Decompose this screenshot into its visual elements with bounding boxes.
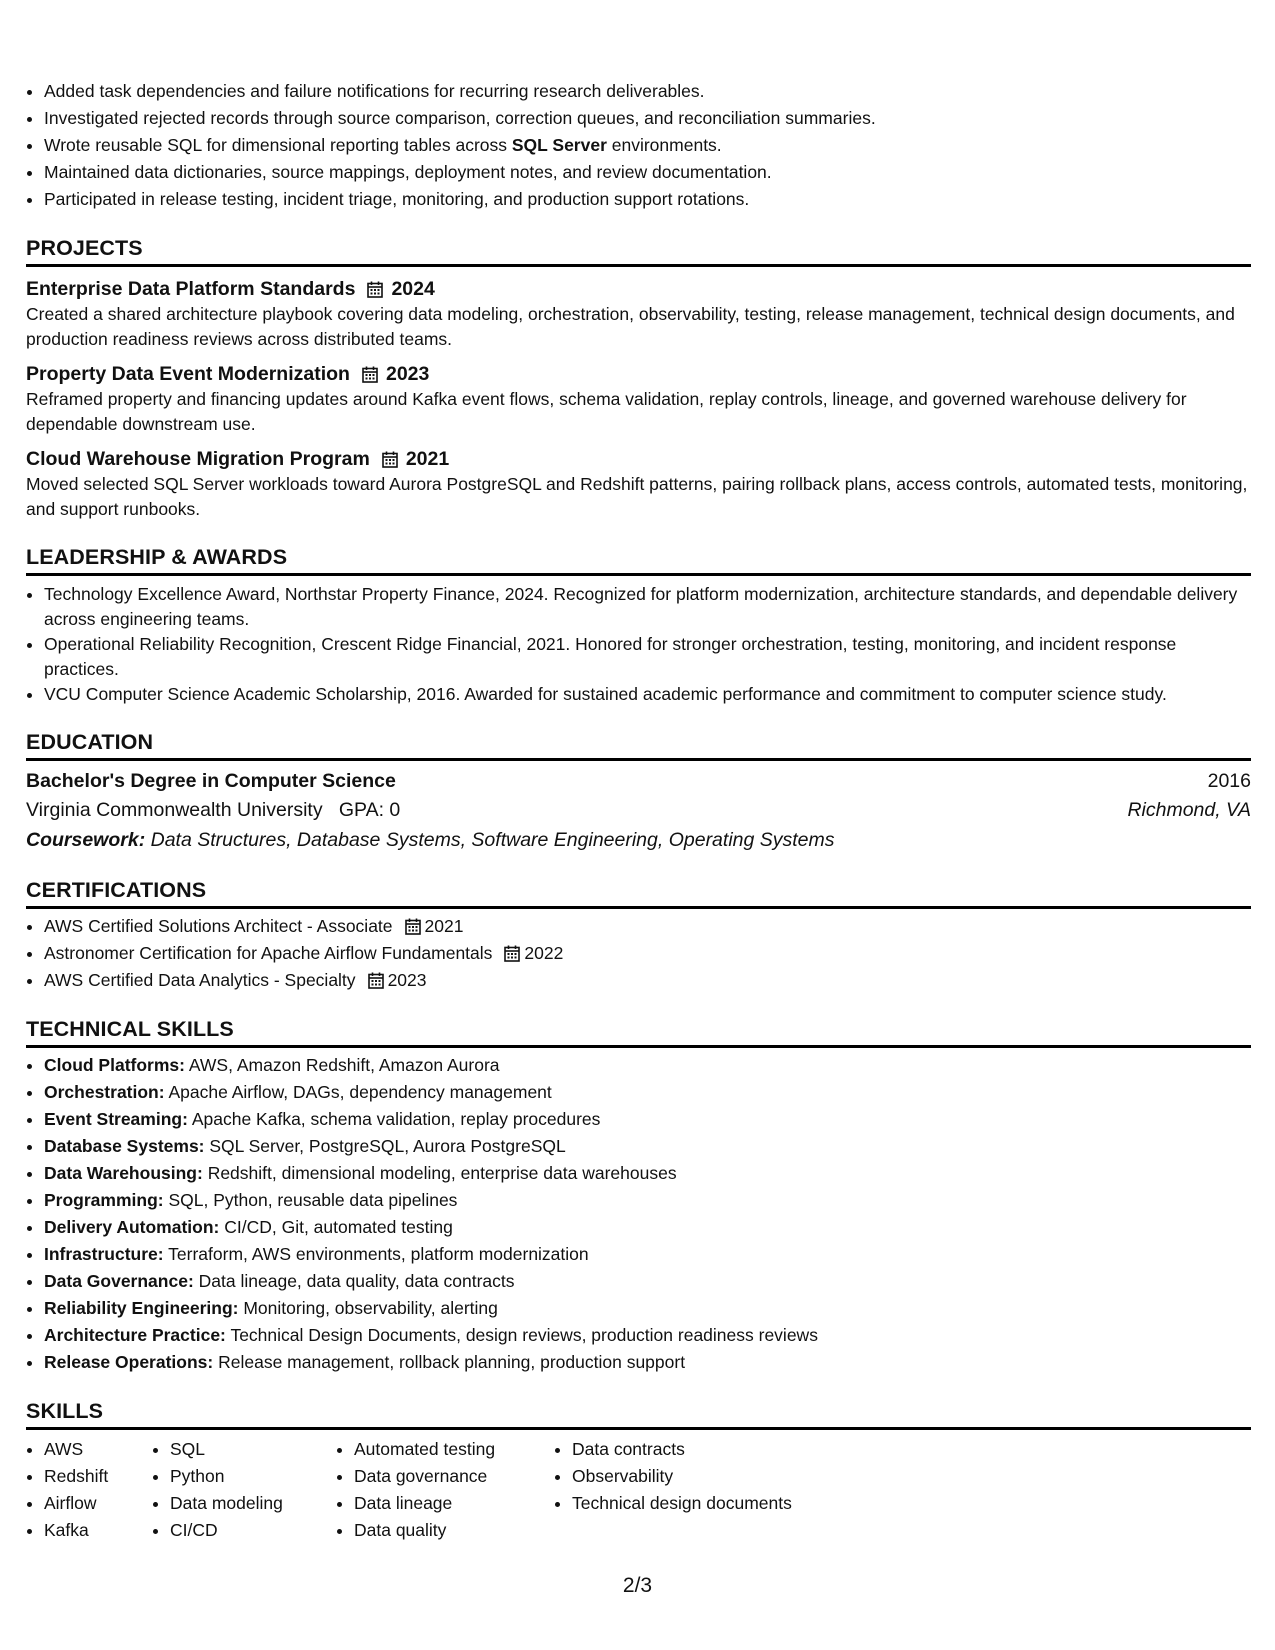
skill-values: SQL, Python, reusable data pipelines [168, 1190, 458, 1210]
project-title: Enterprise Data Platform Standards 2024 [26, 278, 435, 300]
list-item [44, 1052, 1251, 1079]
list-item [44, 1079, 1251, 1106]
list-item [44, 1241, 1251, 1268]
skill-values: Monitoring, observability, alerting [243, 1298, 498, 1318]
school-name: Virginia Commonwealth University [26, 799, 323, 821]
list-item: • Data contracts [572, 1436, 872, 1463]
education-school-row [26, 796, 1251, 825]
calendar-icon [362, 366, 378, 383]
list-item [44, 1349, 1251, 1376]
skills-grid [26, 1436, 1251, 1544]
section-title: EDUCATION [26, 729, 1251, 761]
section-title: SKILLS [26, 1398, 1251, 1430]
calendar-icon [368, 972, 384, 989]
skills-column [336, 1436, 554, 1544]
list-item [44, 1160, 1251, 1187]
skill-category: Event Streaming: [44, 1109, 188, 1129]
certifications-list [26, 913, 1251, 994]
section-title: CERTIFICATIONS [26, 877, 1251, 909]
cert-year: 2022 [524, 943, 564, 963]
skill-category: Architecture Practice: [44, 1325, 226, 1345]
list-item: • Added task dependencies and failure notifications for recurring research deliverables. [44, 78, 1251, 105]
leadership-section [26, 544, 1251, 707]
list-item: • Technical design documents [572, 1490, 872, 1517]
list-item: • Investigated rejected records through source comparison, correction queues, and reconciliation summaries. [44, 105, 1251, 132]
coursework [26, 825, 1251, 855]
skill-category: Cloud Platforms: [44, 1055, 185, 1075]
skills-column [152, 1436, 336, 1544]
list-item [44, 913, 1251, 940]
resume-page [26, 78, 1251, 1544]
project-year: 2021 [405, 448, 450, 470]
skill-values: Data lineage, data quality, data contracts [198, 1271, 515, 1291]
list-item: • Wrote reusable SQL for dimensional reporting tables across SQL Server environments. [44, 132, 1251, 159]
cert-name: • Astronomer Certification for Apache Airflow Fundamentals [44, 943, 493, 963]
technical-skills-list [26, 1052, 1251, 1376]
list-item: • AWS [44, 1436, 152, 1463]
cert-year: 2021 [424, 916, 464, 936]
project-description: Created a shared architecture playbook covering data modeling, orchestration, observability, testing, release management, technical design documents, and production readiness reviews across distributed teams. [26, 304, 1235, 349]
list-item: • Airflow [44, 1490, 152, 1517]
bold-keyword: SQL Server [511, 135, 607, 155]
list-item [44, 1133, 1251, 1160]
section-title: LEADERSHIP & AWARDS [26, 544, 1251, 576]
education-section [26, 729, 1251, 855]
list-item: • Technology Excellence Award, Northstar Property Finance, 2024. Recognized for platform modernization, architecture standards, and dependable delivery across engineering teams. [44, 582, 1251, 632]
project-title: Cloud Warehouse Migration Program 2021 [26, 448, 450, 470]
leadership-list [26, 582, 1251, 707]
skill-values: Redshift, dimensional modeling, enterprise data warehouses [207, 1163, 677, 1183]
list-item [44, 967, 1251, 994]
list-item: • Data lineage [354, 1490, 554, 1517]
project-year: 2024 [391, 278, 435, 300]
skill-category: Delivery Automation: [44, 1217, 220, 1237]
list-item: • Data quality [354, 1517, 554, 1544]
project-year: 2023 [385, 363, 430, 385]
skill-category: Reliability Engineering: [44, 1298, 239, 1318]
cert-name: • AWS Certified Data Analytics - Specialty [44, 970, 356, 990]
skill-values: Apache Kafka, schema validation, replay procedures [191, 1109, 601, 1129]
skill-values: Apache Airflow, DAGs, dependency management [168, 1082, 552, 1102]
list-item: • Participated in release testing, incident triage, monitoring, and production support rotations. [44, 186, 1251, 213]
project-description: Moved selected SQL Server workloads toward Aurora PostgreSQL and Redshift patterns, pairing rollback plans, access controls, automated tests, monitoring, and support runbooks. [26, 474, 1248, 519]
list-item: • Data governance [354, 1463, 554, 1490]
skill-values: SQL Server, PostgreSQL, Aurora PostgreSQL [209, 1136, 566, 1156]
list-item [44, 1295, 1251, 1322]
coursework-list: Data Structures, Database Systems, Software Engineering, Operating Systems [150, 829, 835, 851]
list-item [44, 1187, 1251, 1214]
technical-skills-section [26, 1016, 1251, 1376]
skill-category: Programming: [44, 1190, 164, 1210]
skills-section [26, 1398, 1251, 1544]
calendar-icon [504, 945, 520, 962]
skill-category: Database Systems: [44, 1136, 205, 1156]
coursework-label: Coursework: [26, 829, 146, 851]
skill-category: Infrastructure: [44, 1244, 164, 1264]
skill-category: Data Governance: [44, 1271, 194, 1291]
skill-values: Technical Design Documents, design reviews, production readiness reviews [230, 1325, 818, 1345]
gpa: GPA: 0 [338, 799, 401, 821]
list-item: • CI/CD [170, 1517, 336, 1544]
skill-values: CI/CD, Git, automated testing [224, 1217, 453, 1237]
certifications-section [26, 877, 1251, 994]
list-item: • Maintained data dictionaries, source mappings, deployment notes, and review documentation. [44, 159, 1251, 186]
list-item: • Observability [572, 1463, 872, 1490]
page-number: 2/3 [622, 1574, 653, 1597]
list-item: • Kafka [44, 1517, 152, 1544]
list-item: • Redshift [44, 1463, 152, 1490]
cert-year: 2023 [387, 970, 427, 990]
skill-category: Data Warehousing: [44, 1163, 203, 1183]
list-item [44, 1268, 1251, 1295]
list-item: • SQL [170, 1436, 336, 1463]
skill-values: Release management, rollback planning, production support [218, 1352, 686, 1372]
list-item [44, 1214, 1251, 1241]
calendar-icon [382, 451, 398, 468]
list-item: • Automated testing [354, 1436, 554, 1463]
degree: Bachelor's Degree in Computer Science [26, 770, 396, 792]
skill-values: AWS, Amazon Redshift, Amazon Aurora [188, 1055, 500, 1075]
calendar-icon [405, 918, 421, 935]
list-item: • Python [170, 1463, 336, 1490]
skill-category: Release Operations: [44, 1352, 214, 1372]
project-title: Property Data Event Modernization 2023 [26, 363, 430, 385]
skills-column [26, 1436, 152, 1544]
cert-name: • AWS Certified Solutions Architect - Associate [44, 916, 393, 936]
list-item: • VCU Computer Science Academic Scholarship, 2016. Awarded for sustained academic performance and commitment to computer science study. [44, 682, 1251, 707]
project-description: Reframed property and financing updates around Kafka event flows, schema validation, replay controls, lineage, and governed warehouse delivery for dependable downstream use. [26, 389, 1187, 434]
school-location: Richmond, VA [1127, 799, 1251, 821]
section-title: PROJECTS [26, 235, 1251, 267]
list-item: • Data modeling [170, 1490, 336, 1517]
list-item [44, 940, 1251, 967]
list-item [44, 1322, 1251, 1349]
skill-category: Orchestration: [44, 1082, 165, 1102]
list-item: • Operational Reliability Recognition, Crescent Ridge Financial, 2021. Honored for stronger orchestration, testing, monitoring, and incident response practices. [44, 632, 1251, 682]
intro-bullet-list [26, 78, 1251, 213]
calendar-icon [367, 281, 383, 298]
graduation-year: 2016 [1207, 770, 1251, 792]
skills-column [554, 1436, 872, 1544]
skill-values: Terraform, AWS environments, platform modernization [168, 1244, 589, 1264]
section-title: TECHNICAL SKILLS [26, 1016, 1251, 1048]
education-degree-row [26, 767, 1251, 796]
list-item [44, 1106, 1251, 1133]
projects-section [26, 235, 1251, 522]
